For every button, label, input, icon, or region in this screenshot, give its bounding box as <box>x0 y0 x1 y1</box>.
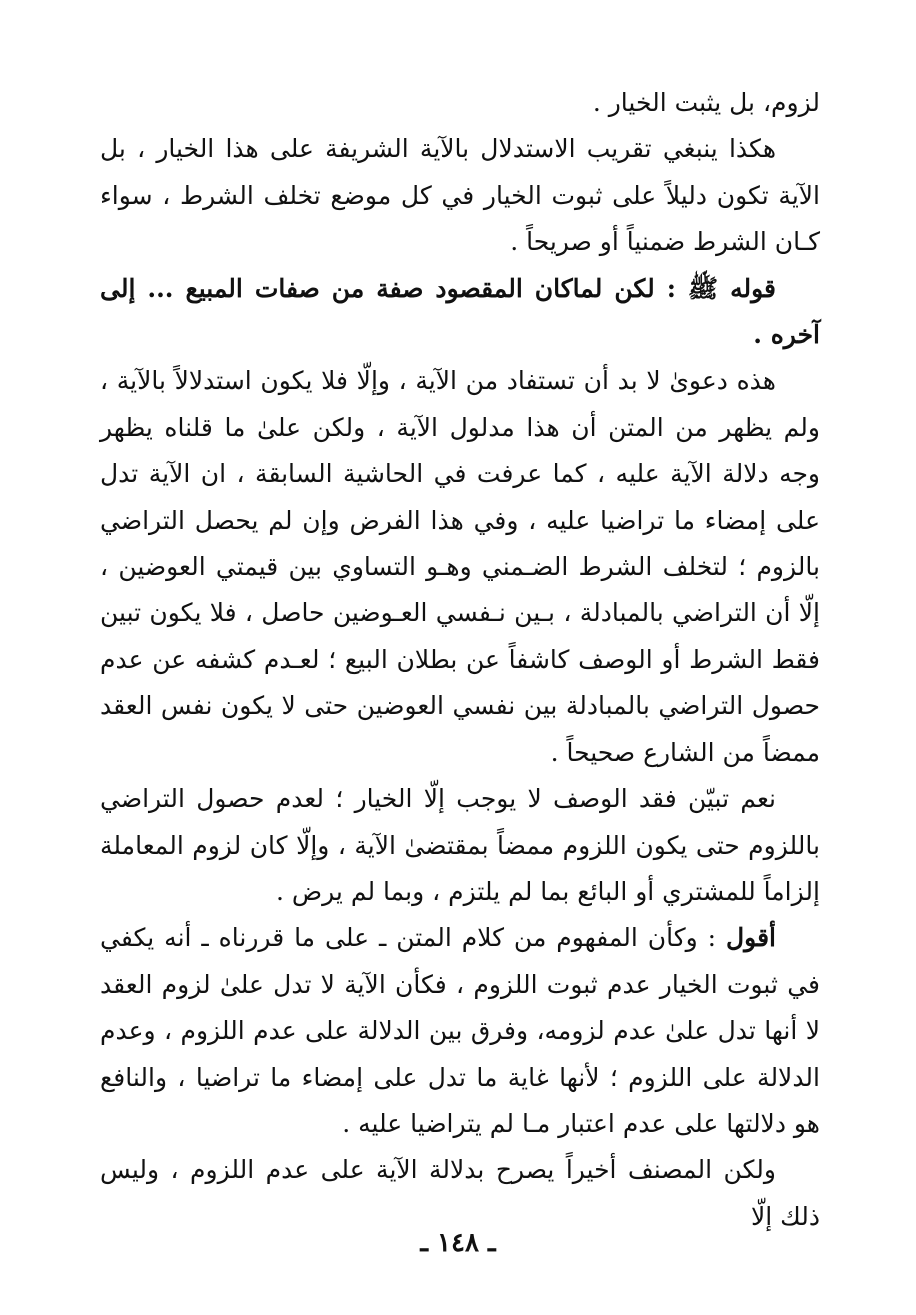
page-number: ـ ١٤٨ ـ <box>420 1228 496 1258</box>
paragraph-7: ولكن المصنف أخيراً يصرح بدلالة الآية على عدم اللزوم ، وليس ذلك إلّا <box>100 1155 820 1231</box>
aqulu-keyword: أقول <box>726 923 776 953</box>
paragraph-5: نعم تبيّن فقد الوصف لا يوجب إلّا الخيار ؛ لعدم حصول التراضي باللزوم حتى يكون اللزوم ممضاً بمقتضىٰ الآية ، وإلّا كان لزوم المعاملة إلزاماً للمشتري أو البائع بما لم يلتزم ، وبما لم يرض . <box>100 784 821 906</box>
paragraph-6: أقول : وكأن المفهوم من كلام المتن ـ على ما قررناه ـ أنه يكفي في ثبوت الخيار عدم ثبوت اللزوم ، فكأن الآية لا تدل علىٰ لزوم العقد لا أنها تدل علىٰ عدم لزومه، وفرق بين الدلالة على عدم اللزوم ، وعدم الدلالة على اللزوم ؛ لأنها غاية ما تدل على إمضاء ما تراضيا ، والنافع هو دلالتها على عدم اعتبار مـا لم يتراضيا عليه . <box>100 923 820 1138</box>
paragraph-2: هكذا ينبغي تقريب الاستدلال بالآية الشريفة على هذا الخيار ، بل الآية تكون دليلاً على ثبوت الخيار في كل موضع تخلف الشرط ، سواء كـان الشرط ضمنياً أو صريحاً . <box>100 134 820 257</box>
body-text <box>100 80 820 1240</box>
paragraph-3-heading: قوله ﷺ : لكن لماكان المقصود صفة من صفات المبيع ... إلى آخره . <box>100 273 820 350</box>
paragraph-1: لزوم، بل يثبت الخيار . <box>592 88 820 117</box>
paragraph-4: هذه دعوىٰ لا بد أن تستفاد من الآية ، وإلّا فلا يكون استدلالاً بالآية ، ولم يظهر من المتن أن هذا مدلول الآية ، ولكن علىٰ ما قلناه يظهر وجه دلالة الآية عليه ، كما عرفت في الحاشية السابقة ، ان الآية تدل على إمضاء ما تراضيا عليه ، وفي هذا الفرض وإن لم يحصل التراضي بالزوم ؛ لتخلف الشرط الضـمني وهـو التساوي بين قيمتي العوضين ، إلّا أن التراضي بالمبادلة ، بـين نـفسي العـوضين حاصل ، فلا يكون تبين فقط الشرط أو الوصف كاشفاً عن بطلان البيع ؛ لعـدم كشفه عن عدم حصول التراضي بالمبادلة بين نفسي العوضين حتى لا يكون نفس العقد ممضاً من الشارع صحيحاً . <box>100 366 820 767</box>
